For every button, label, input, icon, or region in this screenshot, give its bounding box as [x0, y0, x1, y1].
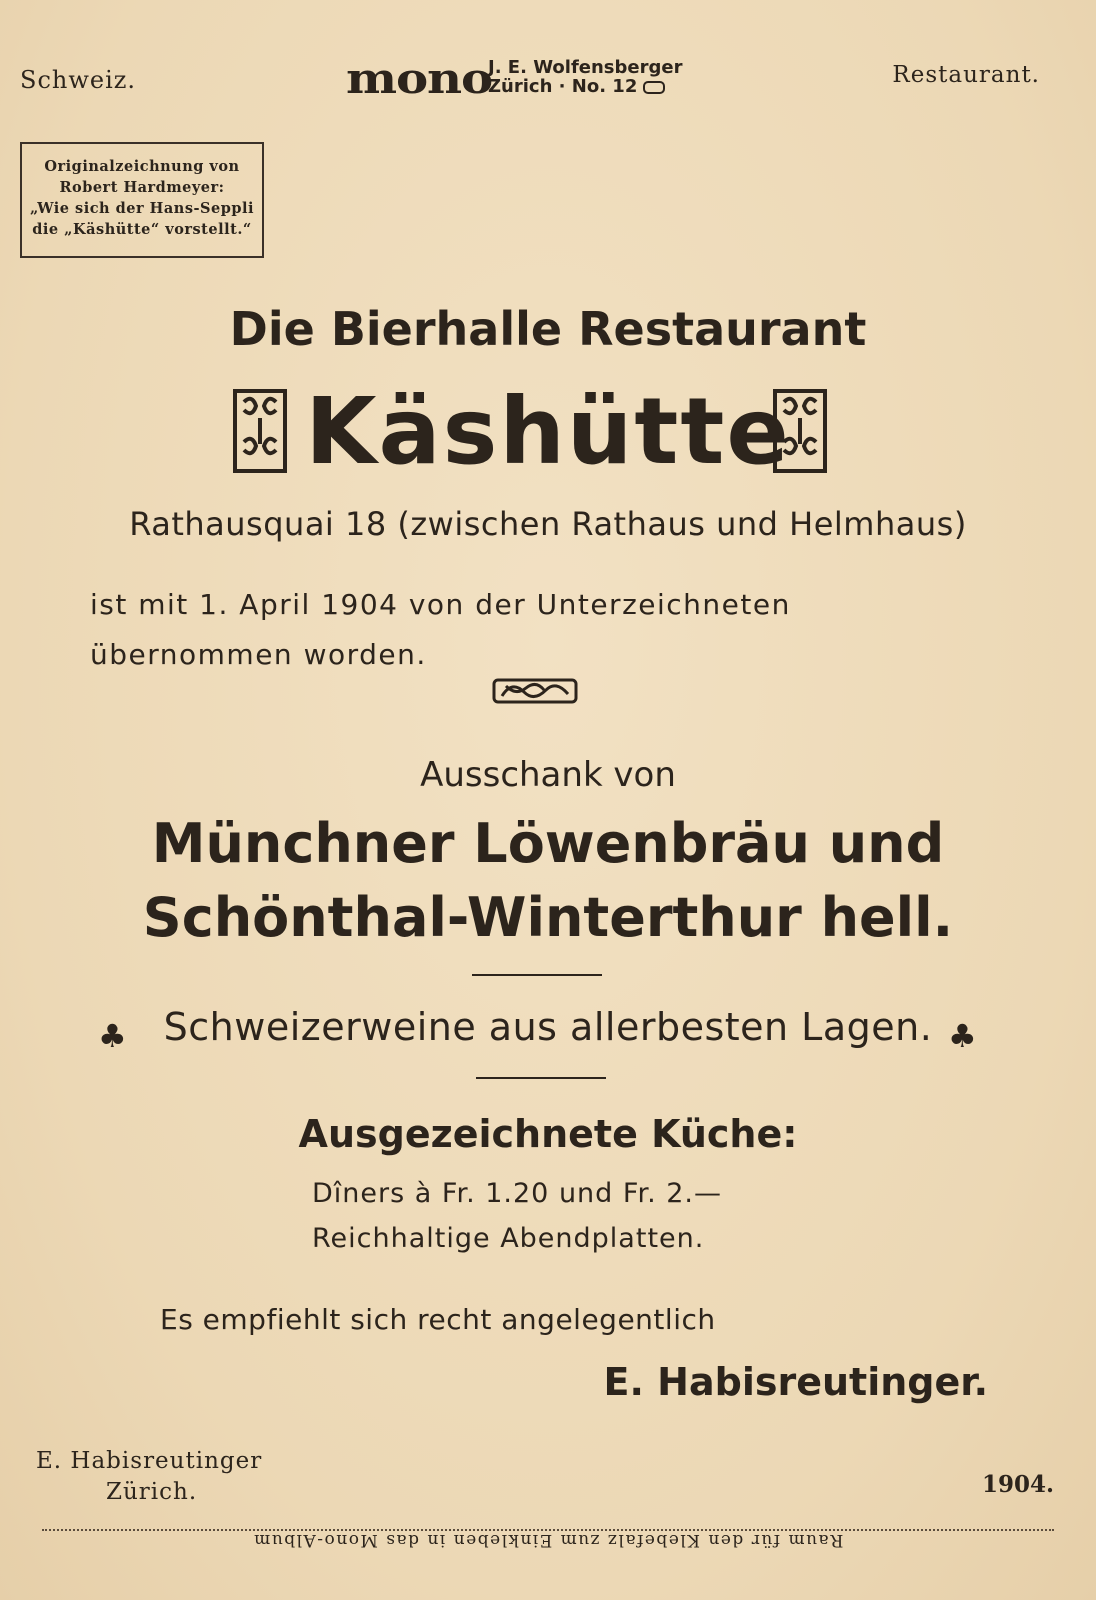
kueche-heading: Ausgezeichnete Küche:	[298, 1112, 798, 1156]
printer-name: J. E. Wolfensberger	[488, 57, 683, 78]
header-right-text: Restaurant.	[892, 62, 1040, 88]
footer-year: 1904.	[981, 1471, 1054, 1498]
wines-text: Schweizerweine aus allerbesten Lagen.	[163, 1005, 933, 1049]
mono-logo: mono	[346, 54, 493, 103]
diners-text: Dîners à Fr. 1.20 und Fr. 2.—	[312, 1178, 723, 1209]
clover-right-icon: ♣	[948, 1017, 977, 1055]
title-row	[0, 378, 1096, 488]
credit-line-1: Originalzeichnung von	[44, 158, 240, 175]
credit-line-2: Robert Hardmeyer:	[59, 179, 225, 196]
abendplatten-text: Reichhaltige Abendplatten.	[312, 1223, 705, 1254]
footer-city: Zürich.	[106, 1479, 198, 1505]
beer-line-2: Schönthal-Winterthur hell.	[142, 886, 954, 949]
credit-box	[20, 142, 264, 258]
divider-rule-1	[472, 974, 602, 976]
clover-left-icon: ♣	[98, 1017, 127, 1055]
divider-rule-2	[476, 1077, 606, 1079]
beer-line-1: Münchner Löwenbräu und	[151, 812, 945, 875]
ornament-right-icon	[772, 388, 828, 474]
signature-name: E. Habisreutinger.	[603, 1360, 988, 1404]
flourish-divider-icon	[492, 678, 578, 704]
credit-line-4: die „Käshütte“ vorstellt.“	[32, 221, 252, 238]
heading-bierhalle: Die Bierhalle Restaurant	[229, 302, 867, 356]
printer-city-number: Zürich · No. 12	[488, 76, 638, 97]
credit-line-3: „Wie sich der Hans-Seppli	[29, 200, 254, 217]
title-kaeshuette: Käshütte	[305, 378, 791, 485]
ausschank-text: Ausschank von	[420, 755, 676, 795]
intro-text: ist mit 1. April 1904 von der Unterzeichneten übernommen worden.	[90, 588, 791, 671]
footer-name: E. Habisreutinger	[36, 1448, 263, 1474]
footer-proprietor	[36, 1446, 262, 1508]
address-text: Rathausquai 18 (zwischen Rathaus und Helmhaus)	[129, 505, 967, 543]
printer-mark-icon	[643, 81, 665, 94]
header-left-text: Schweiz.	[20, 66, 137, 94]
recommendation-text: Es empfiehlt sich recht angelegentlich	[160, 1303, 716, 1336]
printer-imprint	[488, 58, 682, 96]
album-note-upside-down: Raum für den Klebefalz zum Einkleben in das Mono-Album	[252, 1530, 844, 1550]
